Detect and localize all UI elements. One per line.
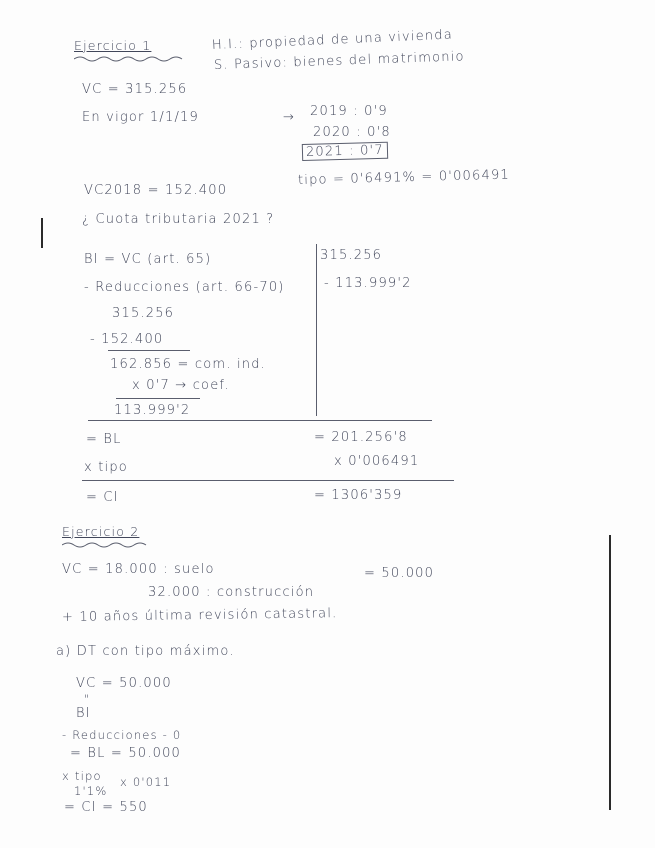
ex2-construccion-line: 32.000 : construcción bbox=[148, 585, 315, 600]
tipo-mult-value: x 0'006491 bbox=[334, 454, 420, 469]
question-line: ¿ Cuota tributaria 2021 ? bbox=[82, 212, 275, 227]
calc-multiplication-line bbox=[116, 398, 200, 399]
heading-underline-squiggle bbox=[74, 55, 184, 63]
ex2-note: + 10 años última revisión catastral. bbox=[61, 606, 338, 625]
sp-line: S. Pasivo: bienes del matrimonio bbox=[213, 49, 465, 73]
ex2-item-a: a) DT con tipo máximo. bbox=[56, 644, 235, 659]
ex2-tipo-pct: 1'1% bbox=[74, 784, 108, 798]
calc-vertical-divider bbox=[316, 244, 317, 416]
reducciones-line: - Reducciones (art. 66-70) bbox=[84, 280, 285, 295]
ex2-ditto: " bbox=[84, 692, 91, 706]
ex2-ci: = CI = 550 bbox=[64, 800, 148, 815]
ex2-reducciones: - Reducciones - 0 bbox=[62, 728, 182, 742]
ex2-vc-eq: VC = 50.000 bbox=[76, 676, 172, 691]
bl-value: = 201.256'8 bbox=[314, 430, 408, 445]
bi-line: BI = VC (art. 65) bbox=[84, 252, 212, 267]
ex2-total: = 50.000 bbox=[364, 566, 435, 581]
ex2-tipo: x tipo bbox=[62, 769, 102, 783]
total-line-2 bbox=[82, 480, 454, 481]
coef-2019: 2019 : 0'9 bbox=[310, 104, 388, 119]
ex2-bi: BI bbox=[76, 706, 91, 721]
hi-line: H.I.: propiedad de una vivienda bbox=[211, 27, 454, 53]
ex2-tipo-val: x 0'011 bbox=[120, 775, 172, 789]
bl-line: = BL bbox=[86, 432, 122, 447]
ci-value: = 1306'359 bbox=[314, 488, 403, 503]
ci-line: = CI bbox=[86, 490, 119, 505]
heading-underline-squiggle-2 bbox=[62, 541, 148, 549]
coef-2020: 2020 : 0'8 bbox=[313, 125, 391, 140]
bi-value: 315.256 bbox=[320, 248, 383, 263]
tipo-mult-line: x tipo bbox=[84, 460, 128, 475]
tipo-line: tipo = 0'6491% = 0'006491 bbox=[297, 167, 511, 188]
scan-edge-left bbox=[41, 218, 43, 248]
vigor-line: En vigor 1/1/19 bbox=[82, 110, 199, 125]
ex2-bl: = BL = 50.000 bbox=[70, 746, 182, 761]
ex2-vc-line: VC = 18.000 : suelo bbox=[62, 562, 215, 577]
ex2-heading: Ejercicio 2 bbox=[62, 524, 140, 539]
calc-152400: - 152.400 bbox=[90, 332, 164, 347]
total-line-1 bbox=[88, 420, 432, 421]
calc-113999: 113.999'2 bbox=[114, 403, 191, 418]
calc-315256: 315.256 bbox=[112, 306, 175, 321]
coef-2021-boxed: 2021 : 0'7 bbox=[302, 142, 388, 161]
calc-coef: x 0'7 → coef. bbox=[132, 378, 230, 393]
calc-162856: 162.856 = com. ind. bbox=[110, 357, 266, 372]
ex1-heading: Ejercicio 1 bbox=[74, 38, 152, 53]
vc2018-line: VC2018 = 152.400 bbox=[84, 183, 228, 198]
vc-line: VC = 315.256 bbox=[82, 82, 188, 97]
scan-edge-right bbox=[609, 535, 611, 810]
arrow-vigor: → bbox=[283, 110, 296, 125]
calc-subtraction-line bbox=[108, 350, 190, 351]
reducciones-value: - 113.999'2 bbox=[324, 276, 412, 291]
